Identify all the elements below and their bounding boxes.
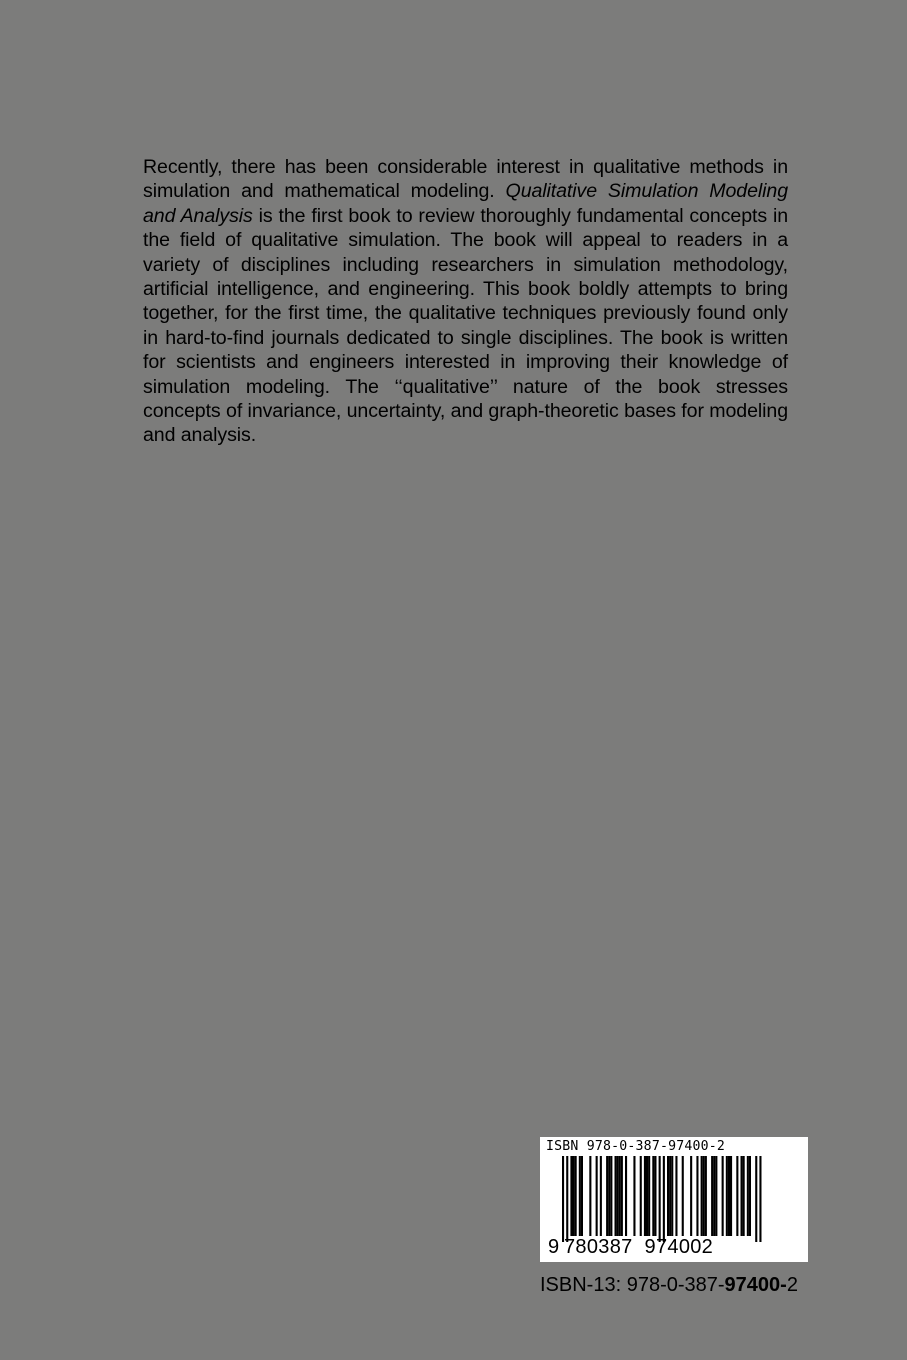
barcode-bar [608, 1156, 610, 1236]
barcode-bar [715, 1156, 717, 1236]
barcode-bar [589, 1156, 591, 1236]
barcode-guard-bar [663, 1156, 665, 1242]
barcode-bar [667, 1156, 669, 1236]
barcode-bar [682, 1156, 684, 1236]
barcode-bar [575, 1156, 577, 1236]
barcode-bar [606, 1156, 608, 1236]
barcode-bar [617, 1156, 619, 1236]
barcode-bar [705, 1156, 707, 1236]
barcode-bar [743, 1156, 745, 1236]
barcode-digits [548, 1236, 713, 1258]
barcode-bar [646, 1156, 648, 1236]
back-cover-blurb [143, 155, 788, 448]
isbn-barcode [540, 1137, 808, 1262]
barcode-isbn-label: ISBN 978-0-387-97400-2 [546, 1139, 726, 1154]
barcode-right-digits: 974002 [644, 1236, 714, 1258]
barcode-bar [579, 1156, 581, 1236]
barcode-bar [570, 1156, 572, 1236]
barcode-bar [726, 1156, 728, 1236]
barcode-lead-digit: 9 [548, 1236, 560, 1258]
barcode-bar [749, 1156, 751, 1236]
barcode-bar [644, 1156, 646, 1236]
blurb-text-intro: Recently, there has been considerable interest in qualitative methods in simulation and mathematical modeling. [143, 156, 788, 203]
barcode-bar [730, 1156, 732, 1236]
barcode-bar [600, 1156, 602, 1236]
barcode-guard-bar [755, 1156, 757, 1242]
barcode-bar [619, 1156, 621, 1236]
barcode-bar [652, 1156, 654, 1236]
isbn-caption-bold: 97400- [724, 1274, 787, 1296]
barcode-bar [696, 1156, 698, 1236]
barcode-bar [633, 1156, 635, 1236]
barcode-bar [713, 1156, 715, 1236]
barcode-bar [596, 1156, 598, 1236]
barcode-guard-bar [659, 1156, 661, 1242]
barcode-bar [701, 1156, 703, 1236]
barcode-bar [640, 1156, 642, 1236]
barcode-bar [615, 1156, 617, 1236]
blurb-book-title: Qualitative Simulation Modeling and Analysis [143, 180, 788, 227]
barcode-guard-bar [566, 1156, 568, 1242]
isbn-caption-suffix: 2 [786, 1274, 798, 1296]
barcode-bar [741, 1156, 743, 1236]
barcode-bar [722, 1156, 724, 1236]
barcode-bar [675, 1156, 677, 1236]
barcode-bar [703, 1156, 705, 1236]
barcode-bar [728, 1156, 730, 1236]
barcode-bar [581, 1156, 583, 1236]
blurb-text-body: is the first book to review thoroughly fundamental concepts in the field of qualitative simulation. The book will appeal to readers in a variety of disciplines including researchers in simulation methodology, artificial intelligence, and engineering. This book boldly attempts to bring together, for the first time, the qualitative techniques previously found only in hard-to-find journals dedicated to single disciplines. The book is written for scientists and engineers interested in improving their knowledge of simulation modeling. The ‘‘qualitative’’ nature of the book stresses concepts of invariance, uncertainty, and graph-theoretic bases for modeling and analysis. [143, 204, 788, 447]
barcode-bar [736, 1156, 738, 1236]
isbn-13-caption [540, 1273, 798, 1297]
isbn-caption-prefix: ISBN-13: 978-0-387- [540, 1274, 725, 1296]
barcode-guard-bar [562, 1156, 564, 1242]
barcode-bar [669, 1156, 671, 1236]
barcode-bar [621, 1156, 623, 1236]
barcode-bar [747, 1156, 749, 1236]
barcode-guard-bar [759, 1156, 761, 1242]
barcode-bar [671, 1156, 673, 1236]
barcode-bar [648, 1156, 650, 1236]
barcode-bar [654, 1156, 656, 1236]
barcode-bar [625, 1156, 627, 1236]
barcode-bar [690, 1156, 692, 1236]
barcode-bar [610, 1156, 612, 1236]
barcode-bar [573, 1156, 575, 1236]
barcode-bar [711, 1156, 713, 1236]
barcode-left-digits: 780387 [564, 1236, 633, 1258]
